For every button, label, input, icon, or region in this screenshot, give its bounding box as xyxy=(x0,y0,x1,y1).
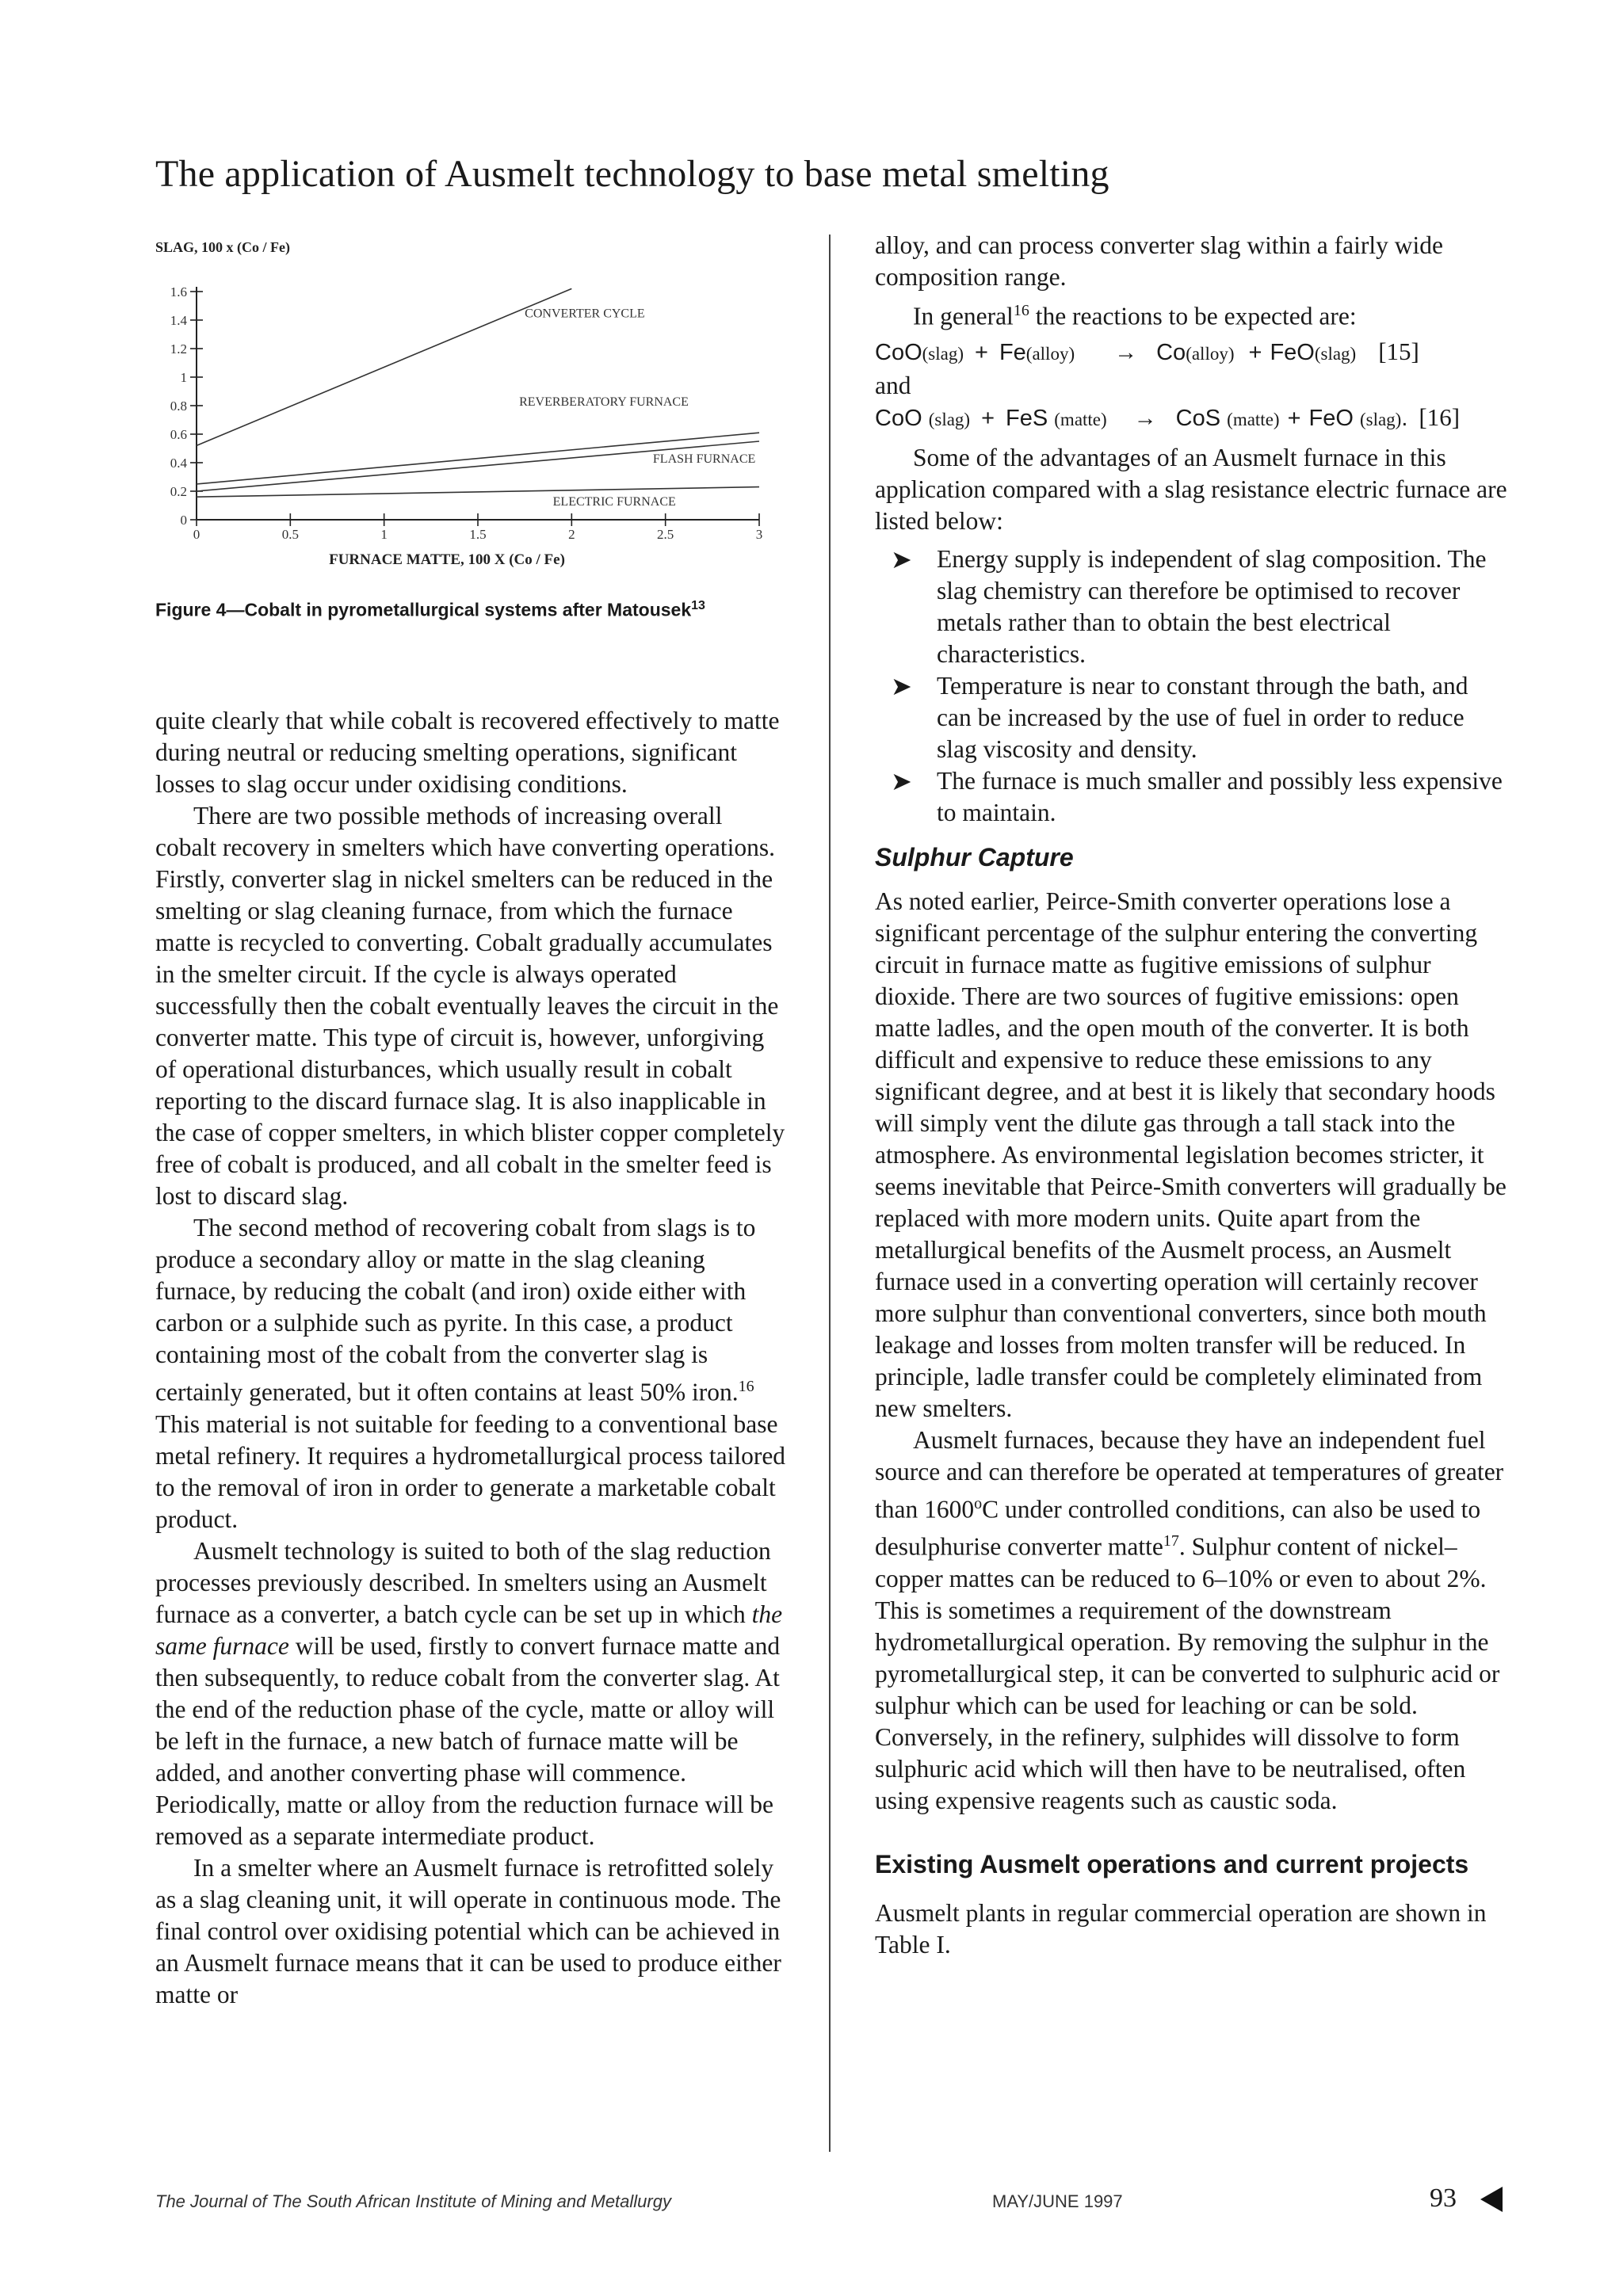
sulphur-paragraph-1: As noted earlier, Peirce-Smith converter operations lose a significant percentage of the sulphur entering the converting circuit in furnace matte as fugitive emissions of sulphur dioxide. There are two sources of fugitive emissions: open matte ladles, and the open mouth of the converter. It is both difficult and expensive to reduce these emissions to any significant degree, and at best it is likely that secondary hoods will simply vent the dilute gas through a tall stack into the atmosphere. As environmental legislation becomes stricter, it seems inevitable that Peirce-Smith converters will gradually be replaced with more modern units. Quite apart from the metallurgical benefits of the Ausmelt process, an Ausmelt furnace used in a converting operation will certainly recover more sulphur than conventional converters, since both mouth leakage and losses from molten transfer will be reduced. In principle, ladle transfer could be completely eliminated from new smelters. xyxy=(875,887,1507,1422)
chart-x-tick-label: 2.5 xyxy=(657,527,674,542)
bullet-text: Temperature is near to constant through the bath, and can be increased by the use of fuel in order to reduce slag viscosity and density. xyxy=(937,671,1468,763)
chart-y-tick-label: 0.4 xyxy=(170,456,187,471)
left-paragraph-3 xyxy=(155,1212,789,1535)
list-item xyxy=(875,765,1509,829)
left-paragraph-3-text: The second method of recovering cobalt from slags is to produce a secondary alloy or matte in the slag cleaning furnace, by reducing the cobalt (and iron) oxide either with carbon or a sulphide such as pyrite. In this case, a product containing most of the cobalt from the converter slag is certainly generated, but it often contains at least 50% iron. xyxy=(155,1214,756,1406)
left-paragraph-4-text: Ausmelt technology is suited to both of the slag reduction processes previously described. In smelters using an Ausmelt furnace as a converter, a batch cycle can be set up in which xyxy=(155,1536,771,1628)
left-paragraph-5: In a smelter where an Ausmelt furnace is retrofitted solely as a slag cleaning unit, it will operate in continuous mode. The final control over oxidising potential which can be achieved in an Ausmelt furnace means that it can be used to produce either matte or xyxy=(155,1853,781,2008)
section-heading-existing-operations: Existing Ausmelt operations and current projects xyxy=(875,1849,1469,1878)
chart-series-label: ELECTRIC FURNACE xyxy=(552,495,676,509)
chart-series-line xyxy=(197,288,571,445)
left-paragraph-4-tail: will be used, firstly to convert furnace matte and then subsequently, to reduce cobalt from the converter slag. At the end of the reduction phase of the cycle, matte or alloy will be left in the furnace, a new batch of furnace matte will be added, and another converting phase will commence. Periodically, matte or alloy from the reduction furnace will be removed as a separate intermediate product. xyxy=(155,1631,781,1850)
emphasis-same-furnace: the same furnace xyxy=(155,1600,783,1660)
eq16-sub-4: (slag) xyxy=(1359,409,1402,429)
chart-y-tick-label: 0.2 xyxy=(170,484,187,499)
eq16-sub-3: (matte) xyxy=(1227,409,1280,429)
citation-16: 16 xyxy=(738,1378,754,1395)
left-column xyxy=(155,705,789,2011)
chart-y-tick-label: 1.4 xyxy=(170,313,187,328)
eq15-term-1: CoO xyxy=(875,339,922,365)
chart-y-axis-label: SLAG, 100 x (Co / Fe) xyxy=(155,239,290,255)
eq16-sub-2: (matte) xyxy=(1054,409,1107,429)
chart-x-tick-label: 0.5 xyxy=(281,527,299,542)
citation-16-right: 16 xyxy=(1013,302,1029,319)
left-paragraph-3-tail: This material is not suitable for feeding to a conventional base metal refinery. It requires a hydrometallurgical process tailored to the removal of iron in order to generate a marketable cobalt product. xyxy=(155,1409,786,1533)
figure-caption-text: Figure 4—Cobalt in pyrometallurgical systems after Matousek xyxy=(155,599,692,620)
eq15-sub-2: (alloy) xyxy=(1025,343,1075,364)
sulphur-p2-a: Ausmelt furnaces, because they have an independent fuel source and can therefore be operated at temperatures of greater than 1600 xyxy=(875,1425,1504,1523)
chart-x-tick-label: 3 xyxy=(755,527,763,542)
footer-date: MAY/JUNE 1997 xyxy=(992,2191,1123,2211)
left-paragraph-1: quite clearly that while cobalt is recovered effectively to matte during neutral or reducing smelting operations, significant losses to slag occur under oxidising conditions. xyxy=(155,707,780,798)
chart-series-line xyxy=(197,441,759,491)
equation-16 xyxy=(875,402,1509,436)
section-heading-sulphur-capture: Sulphur Capture xyxy=(875,842,1074,871)
list-item xyxy=(875,543,1509,670)
reactions-intro-a: In general xyxy=(913,302,1014,330)
eq16-plus-1: + xyxy=(981,405,995,431)
chart-x-tick-label: 1 xyxy=(380,527,388,542)
bullet-arrow-icon: ➤ xyxy=(891,766,912,795)
advantages-list xyxy=(875,543,1509,829)
citation-17: 17 xyxy=(1163,1532,1179,1550)
eq16-plus-2: + xyxy=(1287,405,1301,431)
chart-x-axis-label: FURNACE MATTE, 100 X (Co / Fe) xyxy=(329,551,565,568)
cobalt-chart xyxy=(151,238,785,578)
equation-15 xyxy=(875,336,1509,370)
eq15-plus-1: + xyxy=(975,339,988,365)
eq16-sub-1: (slag) xyxy=(928,409,971,429)
eq15-arrow: → xyxy=(1114,339,1138,365)
right-intro: alloy, and can process converter slag within a fairly wide composition range. xyxy=(875,231,1443,291)
bullet-arrow-icon: ➤ xyxy=(891,544,912,574)
reactions-intro-b: the reactions to be expected are: xyxy=(1029,302,1357,330)
eq16-number: [16] xyxy=(1419,402,1461,431)
column-divider xyxy=(829,235,831,2152)
left-paragraph-2: There are two possible methods of increasing overall cobalt recovery in smelters which have converting operations. Firstly, converter slag in nickel smelters can be reduced in the smelting or slag cleaning furnace, from which the furnace matte is recycled to converting. Cobalt gradually accumulates in the smelter circuit. If the cycle is always operated successfully then the cobalt eventually leaves the circuit in the converter matte. This type of circuit is, however, unforgiving of operational disturbances, which usually result in cobalt reporting to the discard furnace slag. It is also inapplicable in the case of copper smelters, in which blister copper completely free of cobalt is produced, and all cobalt in the smelter feed is lost to discard slag. xyxy=(155,802,785,1210)
page-number: 93 xyxy=(1430,2183,1457,2213)
chart-y-tick-label: 1.2 xyxy=(170,341,187,357)
advantages-intro: Some of the advantages of an Ausmelt furnace in this application compared with a slag resistance electric furnace are listed below: xyxy=(875,443,1507,535)
sulphur-paragraph-2 xyxy=(875,1425,1509,1817)
footer-journal: The Journal of The South African Institute of Mining and Metallurgy xyxy=(155,2191,671,2211)
page-title: The application of Ausmelt technology to base metal smelting xyxy=(155,153,1109,195)
existing-paragraph: Ausmelt plants in regular commercial operation are shown in Table I. xyxy=(875,1898,1487,1958)
eq15-sub-4: (slag) xyxy=(1314,343,1357,364)
figure-caption xyxy=(155,599,705,621)
chart-y-tick-label: 0 xyxy=(180,513,187,528)
chart-series-label: REVERBERATORY FURNACE xyxy=(519,395,689,409)
bullet-text: The furnace is much smaller and possibly less expensive to maintain. xyxy=(937,766,1503,826)
bullet-arrow-icon: ➤ xyxy=(891,671,912,700)
list-item xyxy=(875,670,1509,765)
chart-y-tick-label: 1 xyxy=(180,370,187,385)
chart-series-label: FLASH FURNACE xyxy=(652,452,756,466)
and-word: and xyxy=(875,371,911,399)
reactions-intro xyxy=(875,295,1509,333)
eq16-term-1: CoO xyxy=(875,405,922,431)
eq16-arrow: → xyxy=(1133,405,1157,431)
left-paragraph-4 xyxy=(155,1535,789,1852)
right-column xyxy=(875,230,1509,1961)
chart-series-label: CONVERTER CYCLE xyxy=(525,307,645,321)
chart-x-tick-label: 2 xyxy=(568,527,575,542)
eq16-term-2: FeS xyxy=(1006,405,1048,431)
chart-y-tick-label: 0.8 xyxy=(170,399,187,414)
chart-x-tick-label: 1.5 xyxy=(469,527,487,542)
eq16-dot: . xyxy=(1401,405,1408,431)
sulphur-p2-c: . Sulphur content of nickel–copper mattes can be reduced to 6–10% or even to about 2%. This is sometimes a requirement of the downstream hydrometallurgical operation. By removing the sulphur in the pyrometallurgical step, it can be converted to sulphuric acid or sulphur which can be used for leaching or can be sold. Conversely, in the refinery, sulphides will dissolve to form sulphuric acid which will then have to be neutralised, often using expensive reagents such as caustic soda. xyxy=(875,1532,1500,1814)
eq16-term-4: FeO xyxy=(1308,405,1354,431)
eq15-sub-1: (slag) xyxy=(922,343,964,364)
eq15-term-2: Fe xyxy=(999,339,1026,365)
chart-series-labels xyxy=(519,307,755,509)
chart-x-tick-label: 0 xyxy=(193,527,200,542)
eq15-sub-3: (alloy) xyxy=(1186,343,1235,364)
eq16-term-3: CoS xyxy=(1175,405,1221,431)
eq15-number: [15] xyxy=(1378,337,1419,365)
eq15-plus-2: + xyxy=(1248,339,1262,365)
degree-sign: o xyxy=(974,1494,983,1512)
chart-y-tick-label: 1.6 xyxy=(170,284,187,299)
eq15-term-3: Co xyxy=(1156,339,1186,365)
bullet-text: Energy supply is independent of slag composition. The slag chemistry can therefore be optimised to recover metals rather than to obtain the best electrical characteristics. xyxy=(937,544,1487,668)
sulphur-p2-b: C under controlled conditions, can also be used to desulphurise converter matte xyxy=(875,1495,1481,1561)
chart-y-tick-label: 0.6 xyxy=(170,427,187,442)
page-marker-icon xyxy=(1480,2187,1503,2212)
eq15-term-4: FeO xyxy=(1270,339,1315,365)
figure-caption-ref: 13 xyxy=(691,599,705,612)
